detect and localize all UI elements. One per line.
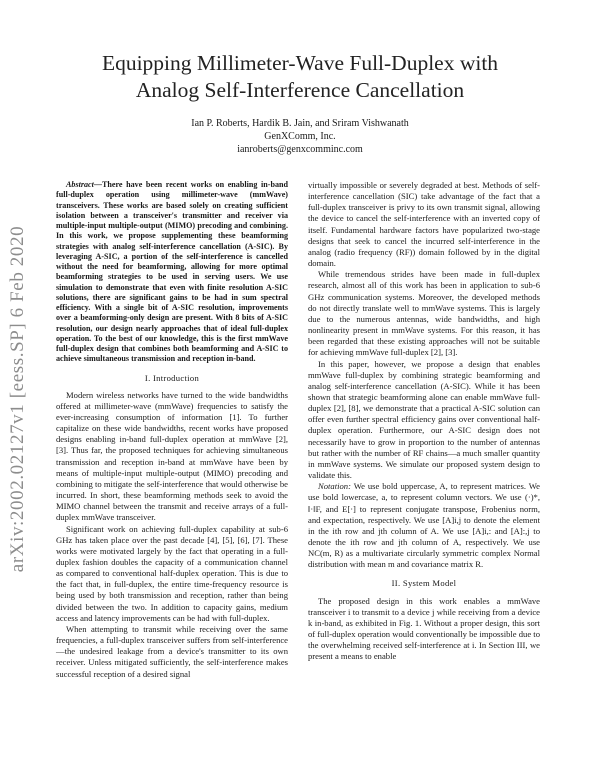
author-block (60, 117, 540, 156)
abstract-lead: Abstract (66, 180, 94, 189)
section-heading-introduction: I. Introduction (144, 372, 200, 383)
intro-paragraph-1: Modern wireless networks have turned to the wide bandwidths offered at millimeter-wave (mmWave) frequencies to satisfy the ever-increasing consumption of information [1]. To further capitalize on these wide bandwidths, recent works have proposed designs enabling in-band full-duplex operation at mmWave [2], [3]. Thus far, the proposed techniques for achieving simultaneous transmission and reception in-band at mmWave have been by means of multiple-input multiple-output (MIMO) precoding and combining to mitigate the self-interference that would otherwise be incurred. In short, these beamforming methods seek to avoid the MIMO channel between the transmit and receive arrays of a full-duplex mmWave transceiver. (56, 389, 288, 523)
arxiv-watermark: arXiv:2002.02127v1 [eess.SP] 6 Feb 2020 (7, 225, 28, 573)
intro-paragraph-6: In this paper, however, we propose a design that enables mmWave full-duplex by combining strategic beamforming and analog self-interference cancellation (A-SIC). While it has been shown that strategic beamforming alone can enable mmWave full-duplex [2], [8], we demonstrate that a practical A-SIC solution can offer even further spectral efficiency gains over conventional half-duplex operation. Furthermore, our A-SIC design does not necessarily have to grow in proportion to the number of antennas but rather with the number of RF chains—a much smaller quantity in mmWave systems. We simulate our proposed system design to validate this. (308, 358, 540, 481)
abstract (56, 180, 288, 365)
intro-paragraph-5: While tremendous strides have been made in full-duplex research, almost all of this work has been in application to sub-6 GHz communication systems. Moreover, the developed methods do not directly translate well to mmWave systems. This is largely due to the numerous antennas, wide bandwidths, and high nonlinearity present in mmWave systems. For this reason, it has been regarded that these existing approaches will not be suitable for achieving mmWave full-duplex [2], [3]. (308, 269, 540, 358)
right-column (308, 180, 540, 663)
notation-text: We use bold uppercase, A, to represent matrices. We use bold lowercase, a, to represent column vectors. We use (·)*, ‖·‖F, and E[·] to represent conjugate transpose, Frobenius norm, and expectation, respectively. We use [A]i,j to denote the element in the ith row and jth column of A. We use [A]i,: and [A]:,j to denote the ith row and jth column of A, respectively. We use NC(m, R) as a multivariate circularly symmetric complex Normal distribution with mean m and covariance matrix R. (308, 481, 540, 570)
abstract-text: —There have been recent works on enabling in-band full-duplex operation using millimeter-wave (mmWave) transceivers. These works are based solely on creating sufficient isolation between a transceiver's transmitter and receiver via multiple-input multiple-output (MIMO) precoding and combining. In this work, we propose supplementing these beamforming strategies with analog self-interference cancellation (A-SIC). By leveraging A-SIC, a portion of the self-interference is cancelled without the need for beamforming, allowing for more optimal beamforming strategies to be used in serving users. We use simulation to demonstrate that even with finite resolution A-SIC solutions, there are significant gains to be had in sum spectral efficiency. With a single bit of A-SIC resolution, improvements over a beamforming-only design are present. With 8 bits of A-SIC resolution, our design nearly approaches that of ideal full-duplex operation. To the best of our knowledge, this is the first mmWave full-duplex design that combines both beamforming and A-SIC to achieve simultaneous transmission and reception in-band. (56, 180, 288, 364)
intro-paragraph-2: Significant work on achieving full-duplex capability at sub-6 GHz has taken place over the past decade [4], [5], [6], [7]. These works were motivated largely by the fact that operating in a full-duplex fashion doubles the capacity of a communication channel as compared to conventional half-duplex operation. This is due to the fact that, in full-duplex, the entire time-frequency resource is being used by both transmission and reception, rather than being divided between the two. In addition to capacity gains, medium access and latency improvements can be had with full-duplex. (56, 523, 288, 623)
system-model-paragraph-1: The proposed design in this work enables a mmWave transceiver i to transmit to a device j while receiving from a device k in-band, as exhibited in Fig. 1. Without a proper design, this sort of full-duplex operation would conventionally be impossible due to the overwhelming received self-interference at i. In Section III, we present a means to enable (308, 595, 540, 662)
title-line-1: Equipping Millimeter-Wave Full-Duplex with (101, 51, 499, 75)
author-email: ianroberts@genxcomminc.com (237, 144, 363, 155)
notation-lead: Notation: (318, 481, 351, 492)
intro-paragraph-4: virtually impossible or severely degraded at best. Methods of self-interference cancellation (SIC) take advantage of the fact that a full-duplex transceiver is privy to its own transmit signal, allowing the device to cancel the self-interference with an inverted copy of itself. Fundamental hardware factors have popularized two-stage designs that seek to cancel the incurred self-interference in the analog (radio frequency (RF)) domain followed by in the digital domain. (308, 180, 540, 269)
section-heading-system-model: II. System Model (391, 578, 457, 589)
paper-title (60, 50, 540, 104)
notation-paragraph (308, 481, 540, 570)
intro-paragraph-3: When attempting to transmit while receiving over the same frequencies, a full-duplex transceiver suffers from self-interference—the undesired leakage from a device's transmitter to its own receiver. Unless mitigated sufficiently, the self-interference makes successful reception of a desired signal (56, 623, 288, 679)
left-column (56, 180, 288, 680)
affiliation: GenXComm, Inc. (264, 131, 336, 142)
author-names: Ian P. Roberts, Hardik B. Jain, and Sriram Vishwanath (191, 118, 409, 129)
title-line-2: Analog Self-Interference Cancellation (135, 78, 465, 102)
